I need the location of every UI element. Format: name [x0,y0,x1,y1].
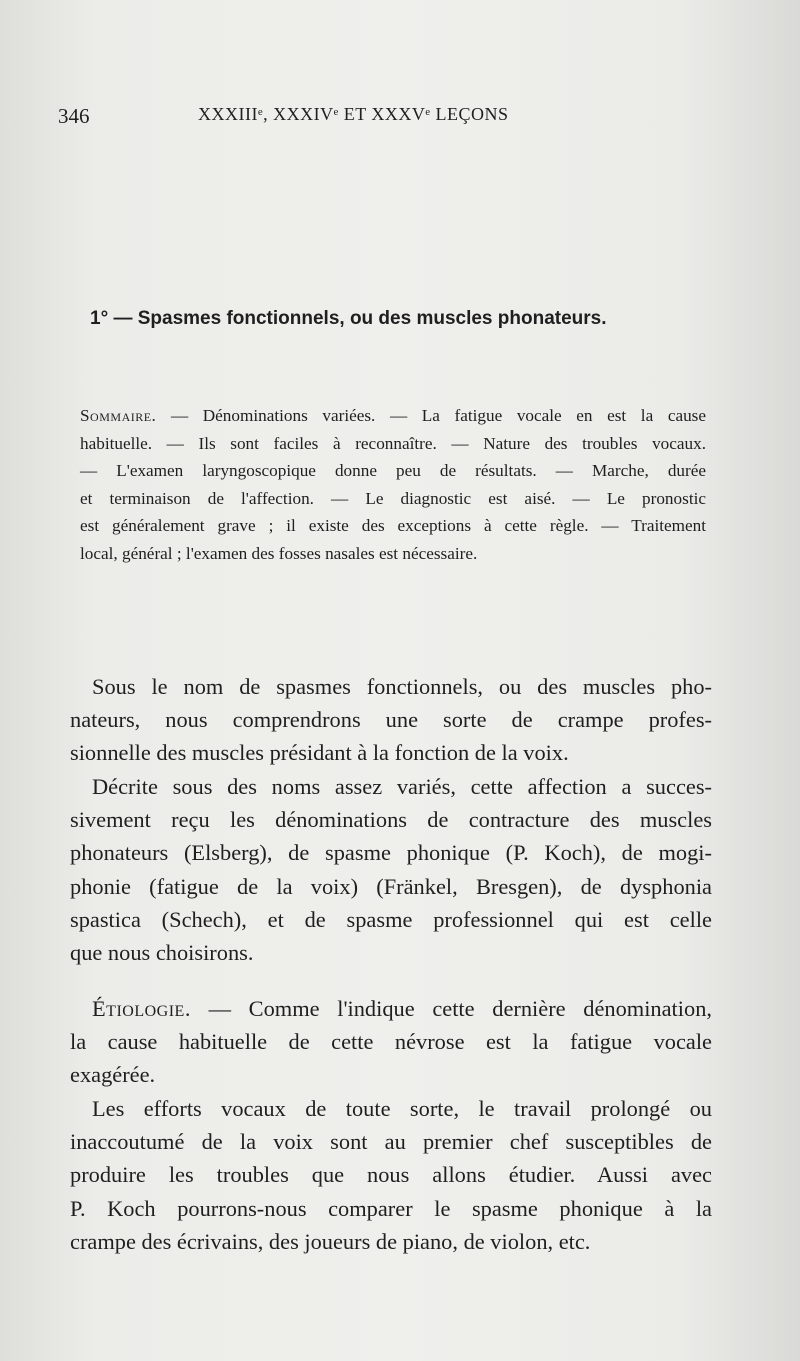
paragraph-causes [70,1092,712,1258]
summary-line: — L'examen laryngoscopique donne peu de résultats. — Marche, durée [80,461,706,481]
text-line: sivement reçu les dénominations de contracture des muscles [70,807,712,833]
running-head [58,104,738,134]
summary-line-text: — Dénominations variées. — La fatigue vocale en est la cause [156,406,706,425]
paragraph-definition [70,670,712,770]
text-line: produire les troubles que nous allons étudier. Aussi avec [70,1162,712,1188]
summary-line [58,402,706,430]
text-line [70,992,712,1025]
summary-line: et terminaison de l'affection. — Le diagnostic est aisé. — Le pronostic [80,488,706,508]
text-line: P. Koch pourrons-nous comparer le spasme phonique à la [70,1195,712,1221]
summary-line: est généralement grave ; il existe des exceptions à cette règle. — Traitement [80,516,706,536]
text-line: Les efforts vocaux de toute sorte, le travail prolongé ou [92,1096,712,1121]
page-number: 346 [58,104,90,128]
running-title: XXXIIIᵉ, XXXIVᵉ ET XXXVᵉ LEÇONS [198,104,509,124]
text-line: nateurs, nous comprendrons une sorte de crampe profes- [70,707,712,733]
text-line: la cause habituelle de cette névrose est la fatigue vocale [70,1029,712,1055]
paragraph-names [70,770,712,969]
text-line: que nous choisirons. [70,939,254,965]
summary-label: Sommaire. [80,406,157,425]
summary-block [58,402,706,568]
section-heading: 1° — Spasmes fonctionnels, ou des muscles phonateurs. [90,308,607,329]
summary-line: local, général ; l'examen des fosses nasales est nécessaire. [80,543,478,563]
text-line: inaccoutumé de la voix sont au premier chef susceptibles de [70,1129,712,1155]
text-line: spastica (Schech), et de spasme professionnel qui est celle [70,906,712,932]
text-line: Sous le nom de spasmes fonctionnels, ou des muscles pho- [92,674,712,699]
etiology-label: Étiologie. [92,996,191,1021]
text-line: sionnelle des muscles présidant à la fonction de la voix. [70,740,569,766]
text-line: exagérée. [70,1062,156,1088]
text-line: Décrite sous des noms assez variés, cette affection a succes- [92,774,712,799]
text-line: crampe des écrivains, des joueurs de piano, de violon, etc. [70,1228,591,1254]
summary-line: habituelle. — Ils sont faciles à reconnaître. — Nature des troubles vocaux. [80,433,706,453]
text-line: phonie (fatigue de la voix) (Fränkel, Bresgen), de dysphonia [70,873,712,899]
text-line-rest: — Comme l'indique cette dernière dénomination, [190,996,712,1021]
paragraph-etiology [70,992,712,1092]
text-line: phonateurs (Elsberg), de spasme phonique (P. Koch), de mogi- [70,840,712,866]
